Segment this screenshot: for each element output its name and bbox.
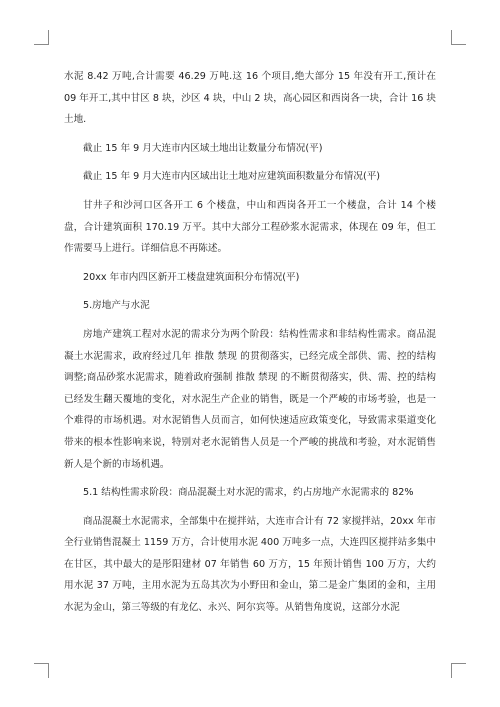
crop-mark-bottom-right <box>451 663 466 678</box>
paragraph-new-projects: 甘井子和沙河口区各开工 6 个楼盘，中山和西岗各开工一个楼盘，合计 14 个楼盘，合计建筑面积 170.19 万平。其中大部分工程砂浆水泥需求，体现在 09 年，但工作需要马上进行。详细信息不再陈述。 <box>64 199 436 255</box>
figure-caption-land-area: 截止 15 年 9 月大连市内区域出让土地对应建筑面积数量分布情况(平) <box>83 171 381 183</box>
subsection-heading: 5.1 结构性需求阶段：商品混凝土对水泥的需求，约占房地产水泥需求的 82% <box>83 487 414 499</box>
crop-mark-top-right <box>451 30 466 45</box>
section-heading: 5.房地产与水泥 <box>83 300 150 312</box>
figure-caption-new-projects: 20xx 年市内四区新开工楼盘建筑面积分布情况(平) <box>83 271 300 283</box>
document-body <box>64 66 436 626</box>
figure-caption-land-count: 截止 15 年 9 月大连市内区域土地出让数量分布情况(平) <box>83 142 323 154</box>
paragraph-demand-stages: 房地产建筑工程对水泥的需求分为两个阶段：结构性需求和非结构性需求。商品混凝土水泥需求，政府经过几年 推散 禁现 的贯彻落实，已经完成全部供、需、控的结构调整;商品砂浆水泥需求，随着政府强制 推散 禁现 的不断贯彻落实，供、需、控的结构已经发生翻天覆地的变化，对水泥生产企业的销售，既是一个严峻的市场考验，也是一个难得的市场机遇。对水泥销售人员而言，如何快速适应政策变化，导致需求渠道变化带来的根本性影响来说，特别对老水泥销售人员是一个严峻的挑战和考验，对水泥销售新人是个新的市场机遇。 <box>64 328 436 470</box>
paragraph-continuation: 水泥 8.42 万吨,合计需要 46.29 万吨.这 16 个项目,绝大部分 15 年没有开工,预计在 09 年开工,其中甘区 8 块，沙区 4 块，中山 2 块，高心园区和西岗各一块，合计 16 块土地. <box>64 71 436 126</box>
crop-mark-top-left <box>34 30 49 45</box>
crop-mark-bottom-left <box>34 663 49 678</box>
paragraph-concrete-demand: 商品混凝土水泥需求，全部集中在搅拌站，大连市合计有 72 家搅拌站，20xx 年市全行业销售混凝土 1159 万方，合计使用水泥 400 万吨多一点，大连四区搅拌站多集中在甘区，其中最大的是彤阳建材 07 年销售 60 万方，15 年预计销售 100 万方，大约用水泥 37 万吨，主用水泥为五岛其次为小野田和金山，第二是金广集团的金和，主用水泥为金山，第三等级的有龙亿、永兴、阿尔宾等。从销售角度说，这部分水泥 <box>64 515 436 614</box>
